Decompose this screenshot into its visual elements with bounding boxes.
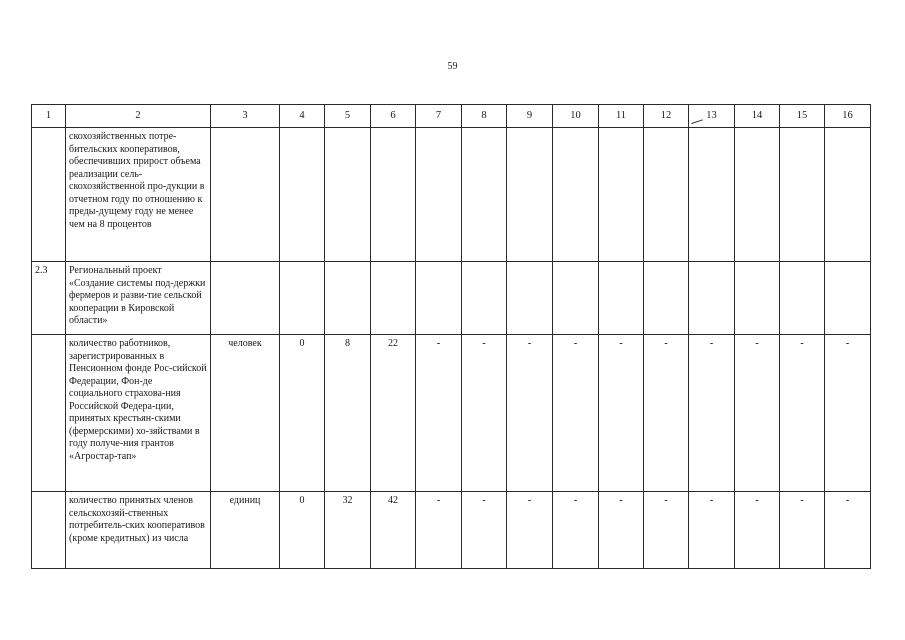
column-header: 2 (66, 105, 211, 128)
column-header: 16 (825, 105, 871, 128)
value-cell: 22 (371, 335, 416, 492)
value-cell (553, 262, 599, 335)
value-cell (416, 262, 462, 335)
page-number: 59 (447, 61, 458, 72)
value-cell (644, 262, 689, 335)
column-header: 10 (553, 105, 599, 128)
row-index (32, 335, 66, 492)
value-cell (825, 128, 871, 262)
column-header: 4 (280, 105, 325, 128)
value-cell (735, 262, 780, 335)
value-cell (735, 128, 780, 262)
column-header: 12 (644, 105, 689, 128)
value-cell (780, 128, 825, 262)
unit-cell (211, 128, 280, 262)
value-cell (553, 128, 599, 262)
value-cell: - (825, 335, 871, 492)
value-cell: - (416, 492, 462, 569)
row-index (32, 492, 66, 569)
value-cell (507, 128, 553, 262)
value-cell: - (599, 335, 644, 492)
column-header: 7 (416, 105, 462, 128)
value-cell: - (735, 492, 780, 569)
value-cell: 32 (325, 492, 371, 569)
value-cell (416, 128, 462, 262)
value-cell: - (689, 335, 735, 492)
column-header: 13 (689, 105, 735, 128)
value-cell (462, 128, 507, 262)
column-header: 15 (780, 105, 825, 128)
value-cell: - (780, 492, 825, 569)
unit-cell (211, 262, 280, 335)
column-header: 11 (599, 105, 644, 128)
value-cell (371, 128, 416, 262)
value-cell: - (416, 335, 462, 492)
column-header: 9 (507, 105, 553, 128)
column-header: 5 (325, 105, 371, 128)
value-cell: - (553, 492, 599, 569)
value-cell: - (689, 492, 735, 569)
value-cell (280, 262, 325, 335)
value-cell: - (644, 492, 689, 569)
value-cell (280, 128, 325, 262)
value-cell (644, 128, 689, 262)
indicator-text: количество принятых членов сельскохозяй-ственных потребитель-ских кооперативов (кроме кредитных) из числа (66, 492, 211, 569)
unit-cell: единиц (211, 492, 280, 569)
indicator-text: количество работников, зарегистрированных в Пенсионном фонде Рос-сийской Федерации, Фон-де социального страхова-ния Российской Федера-ции, принятых крестьян-скими (фермерскими) хо-зяйствами в году получе-ния грантов «Агростар-тап» (66, 335, 211, 492)
value-cell: - (735, 335, 780, 492)
value-cell (599, 128, 644, 262)
value-cell (462, 262, 507, 335)
value-cell (689, 128, 735, 262)
column-header: 8 (462, 105, 507, 128)
row-index (32, 128, 66, 262)
table-row (32, 262, 871, 335)
value-cell: - (644, 335, 689, 492)
value-cell (599, 262, 644, 335)
value-cell: - (599, 492, 644, 569)
column-header: 3 (211, 105, 280, 128)
row-index: 2.3 (32, 262, 66, 335)
value-cell: 8 (325, 335, 371, 492)
indicator-text: скохозяйственных потре-бительских кооперативов, обеспечивших прирост объема реализации сель-скохозяйственной про-дукции в отчетном году по отношению к преды-дущему году не менее чем на 8 процентов (66, 128, 211, 262)
value-cell (689, 262, 735, 335)
value-cell: 0 (280, 335, 325, 492)
value-cell: 0 (280, 492, 325, 569)
table-row (32, 492, 871, 569)
value-cell (507, 262, 553, 335)
value-cell: - (507, 492, 553, 569)
data-table (31, 104, 871, 569)
value-cell: 42 (371, 492, 416, 569)
indicator-text: Региональный проект «Создание системы под-держки фермеров и разви-тие сельской кооперации в Кировской области» (66, 262, 211, 335)
column-header: 1 (32, 105, 66, 128)
column-header: 14 (735, 105, 780, 128)
value-cell (371, 262, 416, 335)
value-cell (825, 262, 871, 335)
table-row (32, 128, 871, 262)
value-cell (325, 262, 371, 335)
header-row (32, 105, 871, 128)
value-cell: - (553, 335, 599, 492)
value-cell: - (462, 335, 507, 492)
value-cell (325, 128, 371, 262)
value-cell (780, 262, 825, 335)
column-header: 6 (371, 105, 416, 128)
value-cell: - (462, 492, 507, 569)
unit-cell: человек (211, 335, 280, 492)
table-row (32, 335, 871, 492)
value-cell: - (780, 335, 825, 492)
value-cell: - (825, 492, 871, 569)
value-cell: - (507, 335, 553, 492)
